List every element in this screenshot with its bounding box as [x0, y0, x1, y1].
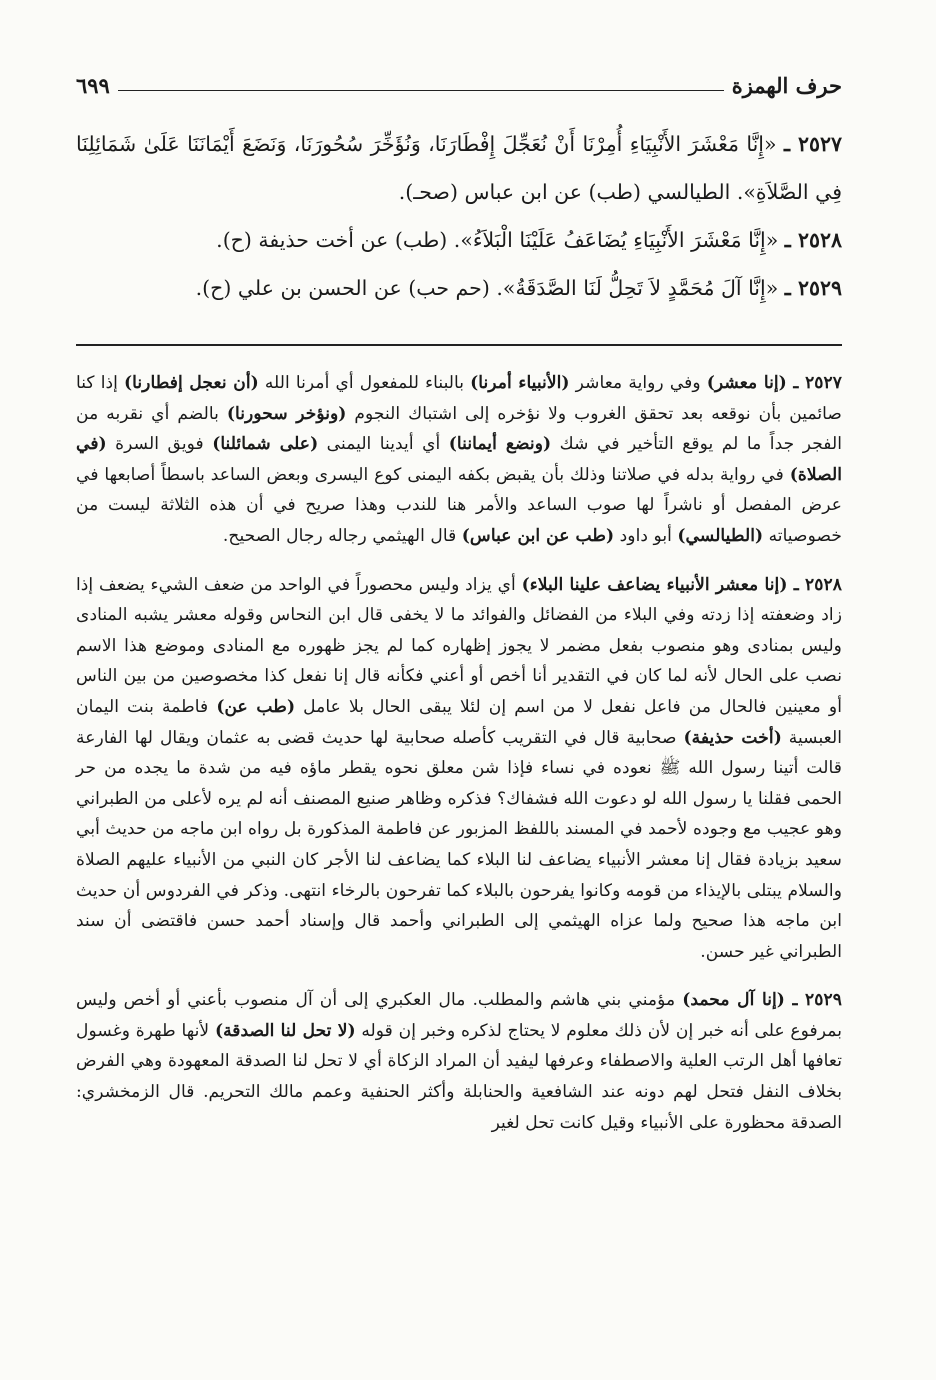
commentary-text: إذا كنا صائمين بأن نوقعه بعد تحقق الغروب ولا نؤخره إلى اشتباك النجوم — [76, 373, 843, 424]
commentary-text: صحابية قال في التقريب كأصله صحابية لها حديث قضى به عثمان ويقال لها الفارعة قالت أتينا رسول الله ﷺ نعوده في نساء فإذا شن معلق نحوه يقطر ماؤه فيه من شدة ما يجده من حر الحمى فقلنا يا رسول الله لو دعوت الله فشفاك؟ فذكره وظاهر صنيع المصنف أنه لم يره لأعلى من الطبراني وهو عجيب مع وجوده لأحمد في المسند باللفظ المزبور عن فاطمة المذكورة بل رواه ابن ماجه من حديث أبي سعيد بزيادة فقال إنا معشر الأنبياء يضاعف لنا البلاء كما يضاعف لنا الأجر كان النبي من الأنبياء عليهم الصلاة والسلام يبتلى بالإيذاء من قومه وكانوا يفرحون بالبلاء كما تفرحون بالرخاء انتهى. وذكر في الفردوس أن حديث ابن ماجه هذا صحيح ولما عزاه الهيثمي إلى الطبراني وأحمد قال وإسناد أحمد حسن فاقتضى أن سند الطبراني غير حسن. — [76, 727, 842, 962]
commentary-2527 — [76, 368, 842, 552]
commentary-quote: (لا تحل لنا الصدقة) — [214, 1020, 356, 1041]
hadith-number: ٢٥٢٨ ـ — [784, 228, 842, 252]
commentary-quote: (في الصلاة) — [76, 434, 842, 485]
commentary-text: بالضم أي نقربه من الفجر جداً ما لم يوقع التأخير في شك — [76, 403, 842, 455]
commentary-2529 — [76, 985, 842, 1138]
commentary-quote: (إنا معشر الأنبياء يضاعف علينا البلاء) — [521, 574, 788, 595]
commentary-text: فاطمة بنت اليمان العبسية — [76, 696, 842, 748]
commentary-text: وفي رواية معاشر — [569, 373, 707, 393]
commentary-quote: (ونؤخر سحورنا) — [226, 403, 347, 424]
commentary-2528 — [76, 570, 842, 968]
commentary-quote: (طب عن ابن عباس) — [461, 525, 615, 546]
commentary-quote: (إنا معشر) — [706, 373, 787, 393]
hadith-text: «إِنَّا مَعْشَرَ الأَنْبِيَاءِ أُمِرْنَا أَنْ نُعَجِّلَ إِفْطَارَنَا، وَنُؤَخِّرَ سُحُورَنَا، وَنَضَعَ أَيْمَانَنَا عَلَىٰ شَمَائِلِنَا فِي الصَّلاَةِ». — [76, 132, 842, 204]
commentary-quote: (أن نعجل إفطارنا) — [124, 373, 259, 393]
hadith-2529 — [76, 264, 842, 312]
commentary-text: فويق السرة — [106, 434, 213, 455]
hadith-source: (طب) عن أخت حذيفة (ح). — [216, 228, 448, 252]
running-header — [76, 64, 842, 98]
chapter-title: حرف الهمزة — [731, 73, 842, 98]
commentary-number: ٢٥٢٧ ـ — [786, 373, 842, 393]
hadith-2527 — [76, 120, 842, 216]
commentary-section — [76, 368, 842, 1156]
commentary-quote: (الأنبياء أمرنا) — [470, 373, 570, 393]
commentary-text: بالبناء للمفعول أي أمرنا الله — [258, 373, 471, 393]
hadith-number: ٢٥٢٩ ـ — [784, 276, 842, 300]
page-number: ٦٩٩ — [76, 73, 110, 98]
commentary-text: قال الهيثمي رجاله رجال الصحيح. — [222, 525, 462, 546]
commentary-text: لأنها طهرة وغسول تعافها أهل الرتب العلية والاصطفاء وعرفها ليفيد أن المراد الزكاة أي لا تحل لنا الصدقة المعهودة وهي الفرض بخلاف النفل فتحل لهم دونه عند الشافعية والحنابلة وأكثر الحنفية وعمم مالك التحريم. قال الزمخشري: الصدقة محظورة على الأنبياء وقيل كانت تحل لغير — [76, 1020, 842, 1133]
hadith-number: ٢٥٢٧ ـ — [783, 132, 842, 156]
commentary-quote: (على شمائلنا) — [212, 434, 319, 455]
hadith-section — [76, 120, 842, 312]
commentary-number: ٢٥٢٩ ـ — [784, 990, 842, 1011]
commentary-text: مؤمني بني هاشم والمطلب. مال العكبري إلى أن آل منصوب بأعني أو أخص وليس بمرفوع على أنه خبر إن لأن ذلك معلوم لا يحتاج لذكره وخبر إن قوله — [76, 990, 842, 1041]
header-rule — [118, 90, 724, 91]
commentary-text: أي أيدينا اليمنى — [318, 434, 449, 455]
commentary-quote: (إنا آل محمد) — [682, 990, 785, 1011]
hadith-2528 — [76, 216, 842, 264]
hadith-text: «إِنَّا مَعْشَرَ الأَنْبِيَاءِ يُضَاعَفُ عَلَيْنَا الْبَلاَءُ». — [453, 228, 779, 252]
commentary-quote: (طب عن) — [216, 696, 296, 717]
hadith-source: (حم حب) عن الحسن بن علي (ح). — [195, 276, 490, 300]
hadith-source: الطيالسي (طب) عن ابن عباس (صحـ). — [398, 180, 731, 204]
commentary-text: أبو داود — [614, 525, 678, 546]
commentary-quote: (أخت حذيفة) — [683, 727, 782, 748]
commentary-quote: (الطيالسي) — [677, 525, 764, 546]
commentary-text: أي يزاد وليس محصوراً في الواحد من ضعف الشيء يضعف إذا زاد وضعفته إذا زدته وفي البلاء من الفضائل والفوائد ما لا يخفى قال ابن النحاس وقوله معشر يشبه المنادى وليس بمنادى وهو منصوب بفعل مضمر لا يجوز إظهاره كما لم يجز ظهوره مع المنادى وموضع هذا الاسم نصب على الحال لأنه لما كان في التقدير أنا أخص أو أعني فكأنه قال إنا نفعل كذا مخصوصين من بين الناس أو معينين فالحال من فاعل نفعل لا من اسم إن لئلا يبقى الحال بلا عامل — [76, 574, 842, 717]
commentary-text: في رواية بدله في صلاتنا وذلك بأن يقبض بكفه اليمنى كوع اليسرى وبعض الساعد باسطاً أصابعها في عرض المفصل أو ناشراً لها صوب الساعد والأمر هنا للندب وهذا صريح في أن هذه الثلاثة ليست من خصوصياته — [76, 464, 842, 546]
section-divider — [76, 344, 842, 346]
commentary-quote: (ونضع أيماننا) — [448, 434, 552, 455]
commentary-number: ٢٥٢٨ ـ — [787, 574, 842, 595]
hadith-text: «إِنَّا آلَ مُحَمَّدٍ لاَ تَحِلُّ لَنَا الصَّدَقَةُ». — [496, 276, 779, 300]
